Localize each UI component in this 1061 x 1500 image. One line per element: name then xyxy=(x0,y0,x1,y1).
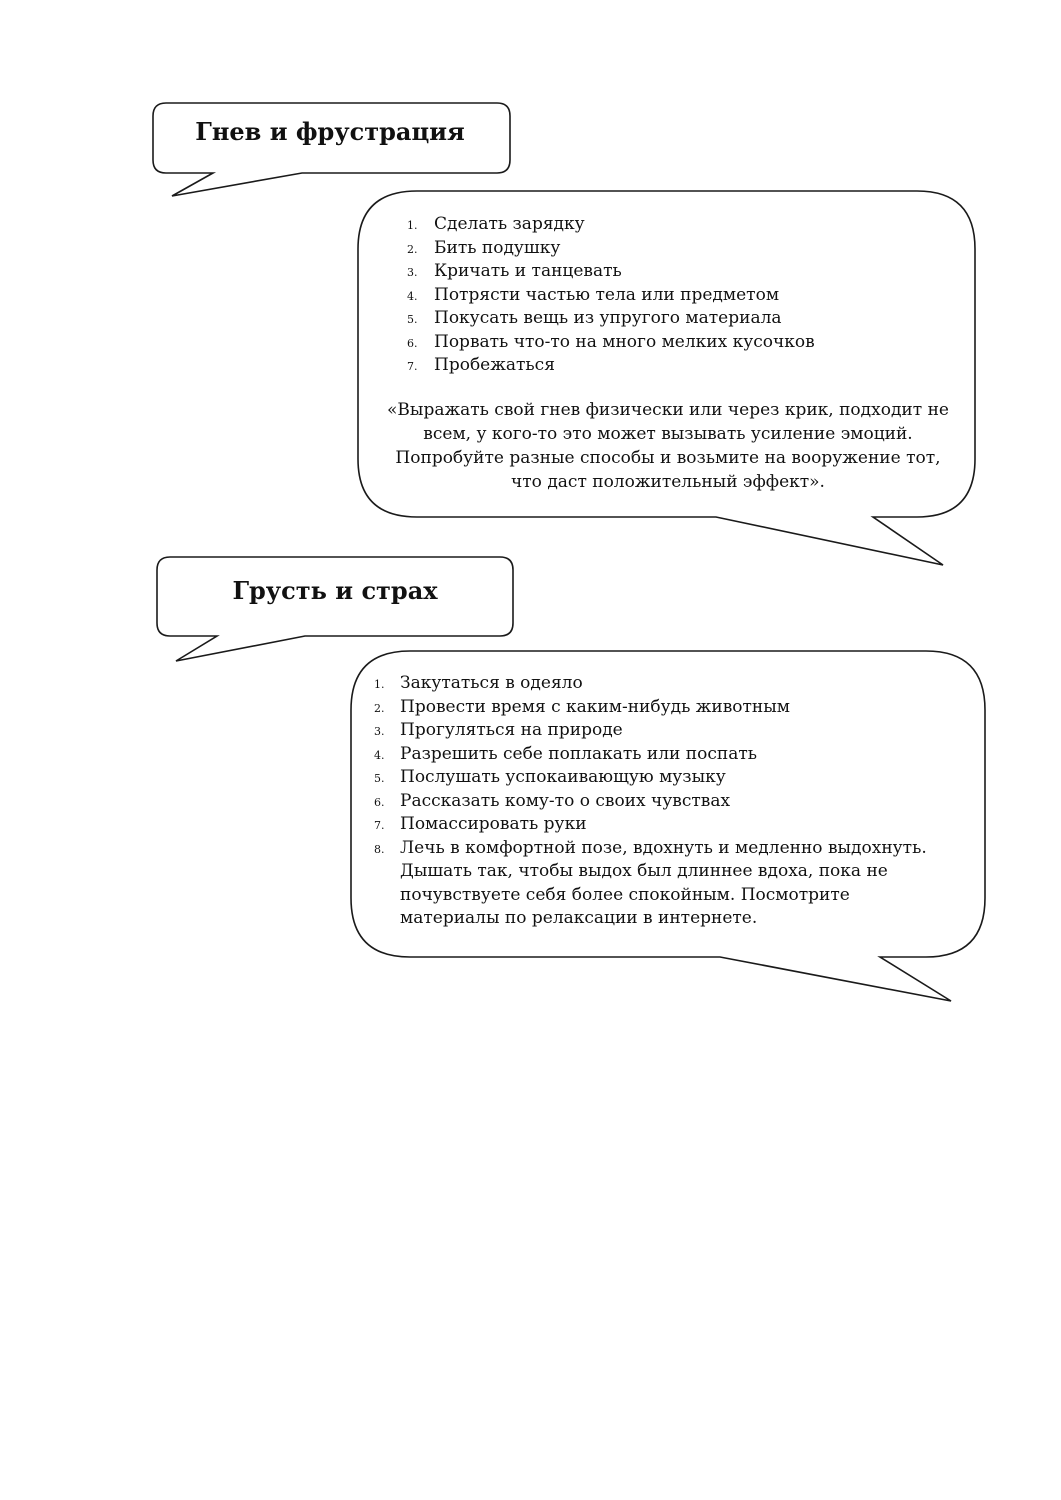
list-item-number: 5. xyxy=(407,313,418,326)
list-item xyxy=(352,837,932,931)
title-bubble-2 xyxy=(157,557,513,661)
anger-advice-note: «Выражать свой гнев физически или через крик, подходит не всем, у кого-то это может вызывать усиление эмоций. Попробуйте разные способы и возьмите на вооружение тот, что даст положительный эффект». xyxy=(387,400,949,492)
list-item xyxy=(384,307,944,331)
list-item xyxy=(384,237,944,261)
list-item xyxy=(384,331,944,355)
list-item xyxy=(352,790,932,814)
list-item-number: 4. xyxy=(374,748,385,762)
list-item-text: Послушать успокаивающую музыку xyxy=(400,767,726,787)
list-item xyxy=(384,213,944,237)
list-item xyxy=(352,719,932,743)
list-item xyxy=(352,813,932,837)
list-item-number: 6. xyxy=(407,336,418,350)
list-item-number: 5. xyxy=(374,772,385,785)
list-item-number: 7. xyxy=(407,360,418,373)
list-item-text: Закутаться в одеяло xyxy=(400,673,583,693)
list-item-number: 2. xyxy=(407,242,418,256)
list-item-number: 4. xyxy=(407,289,418,303)
list-item-text: Кричать и танцевать xyxy=(434,261,622,281)
list-item-number: 6. xyxy=(374,795,385,809)
list-item-number: 1. xyxy=(407,219,418,232)
list-item-number: 7. xyxy=(374,819,385,832)
list-item xyxy=(352,672,932,696)
sadness-coping-list xyxy=(352,672,932,931)
section-title-sadness: Грусть и страх xyxy=(232,576,438,605)
list-item-text: Помассировать руки xyxy=(400,814,587,834)
list-item xyxy=(384,284,944,308)
list-item-text: Разрешить себе поплакать или поспать xyxy=(400,743,757,764)
list-item-number: 1. xyxy=(374,678,385,691)
list-item xyxy=(352,766,932,790)
list-item-text: Провести время с каким-нибудь животным xyxy=(400,696,790,717)
list-item-text: Бить подушку xyxy=(434,237,561,258)
section-title-anger: Гнев и фрустрация xyxy=(195,117,465,146)
anger-coping-list xyxy=(384,213,944,378)
list-item xyxy=(384,260,944,284)
list-item-text: Потрясти частью тела или предметом xyxy=(434,284,780,305)
list-item-text: Рассказать кому-то о своих чувствах xyxy=(400,790,731,811)
list-item xyxy=(352,696,932,720)
list-item xyxy=(384,354,944,378)
list-item-text: Пробежаться xyxy=(434,355,555,375)
list-item-text: Прогуляться на природе xyxy=(400,720,623,740)
list-item-text: Порвать что-то на много мелких кусочков xyxy=(434,331,815,352)
list-item-text: Покусать вещь из упругого материала xyxy=(434,308,782,328)
list-item-number: 8. xyxy=(374,842,385,856)
list-item-text: Сделать зарядку xyxy=(434,214,585,234)
list-item-number: 3. xyxy=(374,725,385,738)
list-item-number: 2. xyxy=(374,701,385,715)
list-item xyxy=(352,743,932,767)
list-item-number: 3. xyxy=(407,266,418,279)
list-item-text: Лечь в комфортной позе, вдохнуть и медленно выдохнуть. Дышать так, чтобы выдох был длиннее вдоха, пока не почувствуете себя более спокойным. Посмотрите материалы по релаксации в интернете. xyxy=(400,837,927,928)
